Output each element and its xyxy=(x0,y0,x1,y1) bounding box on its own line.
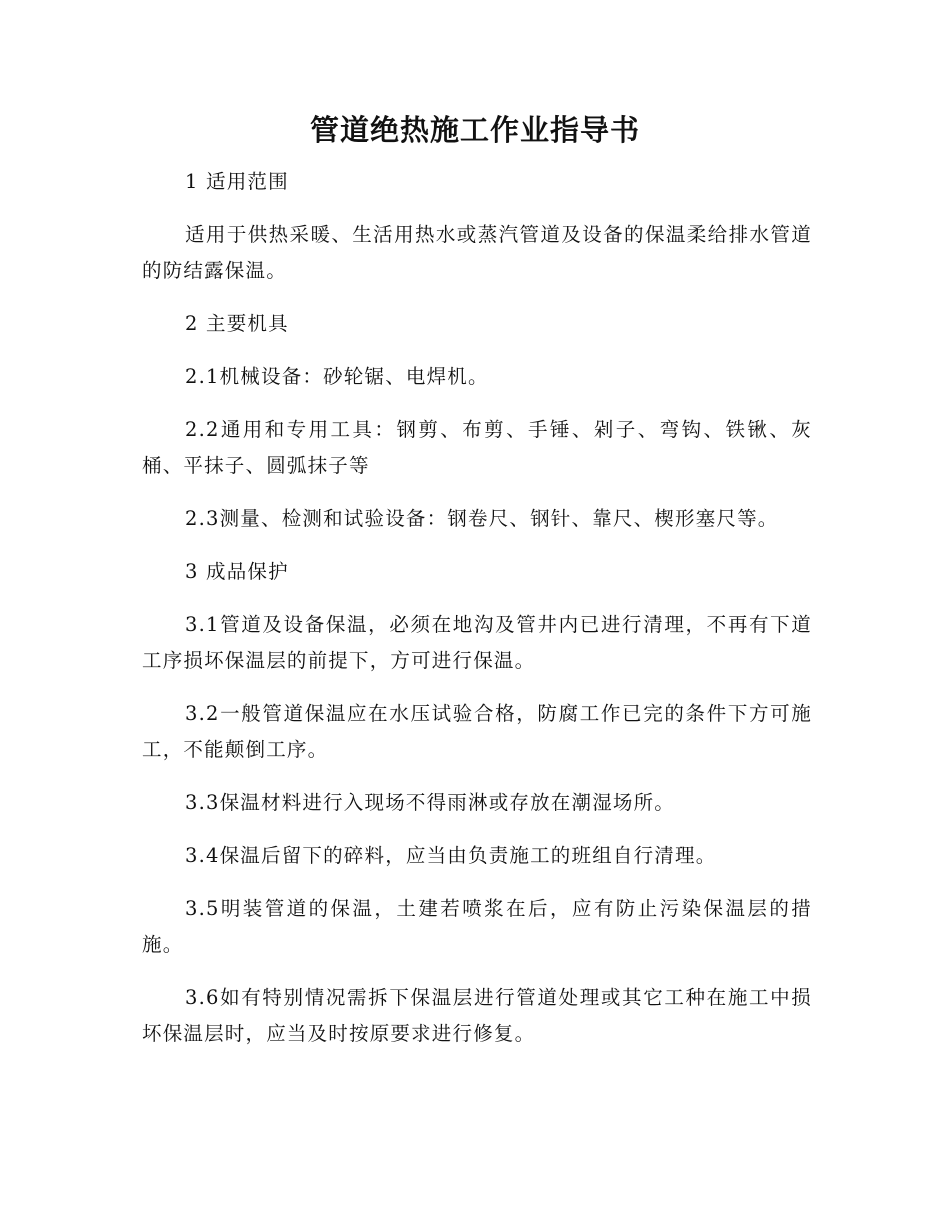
paragraph-scope-text: 适用于供热采暖、生活用热水或蒸汽管道及设备的保温柔给排水管道的防结露保温。 xyxy=(142,223,812,282)
paragraph-2-3: 2.3测量、检测和试验设备：钢卷尺、钢针、靠尺、楔形塞尺等。 xyxy=(185,507,779,530)
paragraph-3-5: 3.5明装管道的保温，土建若喷浆在后，应有防止污染保温层的措施。 xyxy=(142,897,812,956)
paragraph-3-4: 3.4保温后留下的碎料，应当由负责施工的班组自行清理。 xyxy=(185,844,717,867)
section-heading-protection: 3 成品保护 xyxy=(185,560,289,583)
paragraph-3-6: 3.6如有特别情况需拆下保温层进行管道处理或其它工种在施工中损坏保温层时，应当及时按原要求进行修复。 xyxy=(142,986,812,1045)
paragraph-3-3: 3.3保温材料进行入现场不得雨淋或存放在潮湿场所。 xyxy=(185,791,676,814)
document-title: 管道绝热施工作业指导书 xyxy=(309,113,640,147)
paragraph-2-2: 2.2通用和专用工具：钢剪、布剪、手锤、剁子、弯钩、铁锹、灰桶、平抹子、圆弧抹子等 xyxy=(142,418,812,477)
paragraph-2-1: 2.1机械设备：砂轮锯、电焊机。 xyxy=(185,365,489,388)
paragraph-3-1: 3.1管道及设备保温，必须在地沟及管井内已进行清理，不再有下道工序损坏保温层的前提下，方可进行保温。 xyxy=(142,613,812,672)
section-heading-scope: 1 适用范围 xyxy=(185,170,289,193)
paragraph-3-2: 3.2一般管道保温应在水压试验合格，防腐工作已完的条件下方可施工，不能颠倒工序。 xyxy=(142,702,812,761)
section-heading-tools: 2 主要机具 xyxy=(185,312,289,335)
document-body xyxy=(142,164,812,1069)
